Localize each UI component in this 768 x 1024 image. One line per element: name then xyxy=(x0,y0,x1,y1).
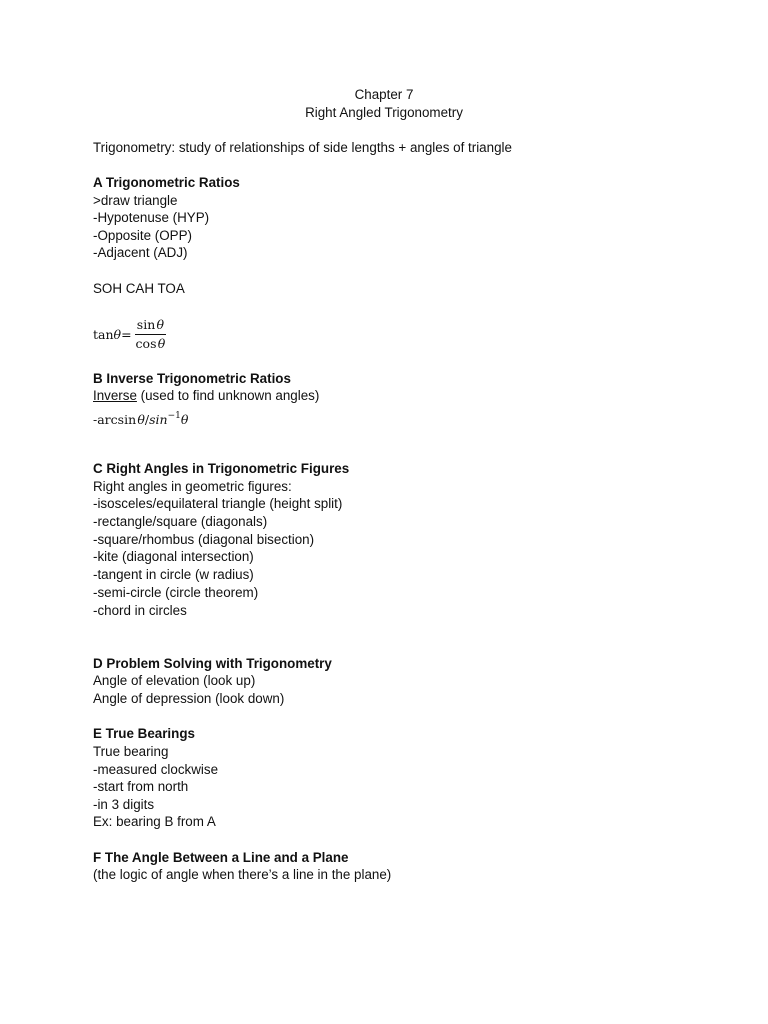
section-c-item: -semi-circle (circle theorem) xyxy=(93,585,259,600)
section-d-item: Angle of elevation (look up) xyxy=(93,673,256,688)
section-f-heading: F The Angle Between a Line and a Plane xyxy=(93,850,349,865)
section-c-item: -tangent in circle (w radius) xyxy=(93,567,254,582)
section-d-heading: D Problem Solving with Trigonometry xyxy=(93,656,332,671)
section-e-heading: E True Bearings xyxy=(93,726,195,741)
section-c-item: -square/rhombus (diagonal bisection) xyxy=(93,532,315,547)
section-c-item: -isosceles/equilateral triangle (height split) xyxy=(93,496,343,511)
section-a-item: -Hypotenuse (HYP) xyxy=(93,210,210,225)
section-a-item: -Adjacent (ADJ) xyxy=(93,245,188,260)
section-b-heading: B Inverse Trigonometric Ratios xyxy=(93,371,291,386)
inverse-desc: (used to find unknown angles) xyxy=(136,388,320,403)
section-c-item: Right angles in geometric figures: xyxy=(93,479,292,494)
mnemonic: SOH CAH TOA xyxy=(93,281,185,296)
section-c-item: -chord in circles xyxy=(93,603,187,618)
section-a-item: -Opposite (OPP) xyxy=(93,228,192,243)
section-e-item: -in 3 digits xyxy=(93,797,155,812)
section-a-heading: A Trigonometric Ratios xyxy=(93,175,240,190)
chapter-number: Chapter 7 xyxy=(354,87,414,102)
section-a-item: >draw triangle xyxy=(93,193,178,208)
section-c-item: -kite (diagonal intersection) xyxy=(93,549,254,564)
section-e-item: -start from north xyxy=(93,779,189,794)
chapter-title: Right Angled Trigonometry xyxy=(305,105,463,120)
inverse-word: Inverse xyxy=(93,388,137,403)
section-c-heading: C Right Angles in Trigonometric Figures xyxy=(93,461,350,476)
section-e-item: -measured clockwise xyxy=(93,762,219,777)
formula-eq: = xyxy=(121,326,132,342)
formula-numerator: sin θ xyxy=(135,317,166,335)
section-d-item: Angle of depression (look down) xyxy=(93,691,285,706)
section-c-item: -rectangle/square (diagonals) xyxy=(93,514,268,529)
formula-lhs: tan xyxy=(93,326,114,342)
section-f-item: (the logic of angle when there’s a line in the plane) xyxy=(93,867,392,882)
intro-text: Trigonometry: study of relationships of side lengths + angles of triangle xyxy=(93,140,512,155)
section-e-item: Ex: bearing B from A xyxy=(93,814,216,829)
tan-formula xyxy=(93,316,167,352)
section-e-item: True bearing xyxy=(93,744,169,759)
formula-var: θ xyxy=(113,326,122,342)
arcsin-formula: -arcsin $\theta/\sin^{-1}\theta$ xyxy=(93,411,189,427)
formula-denominator: cos θ xyxy=(135,335,166,351)
formula-fraction xyxy=(134,317,168,352)
inverse-line xyxy=(93,387,319,405)
